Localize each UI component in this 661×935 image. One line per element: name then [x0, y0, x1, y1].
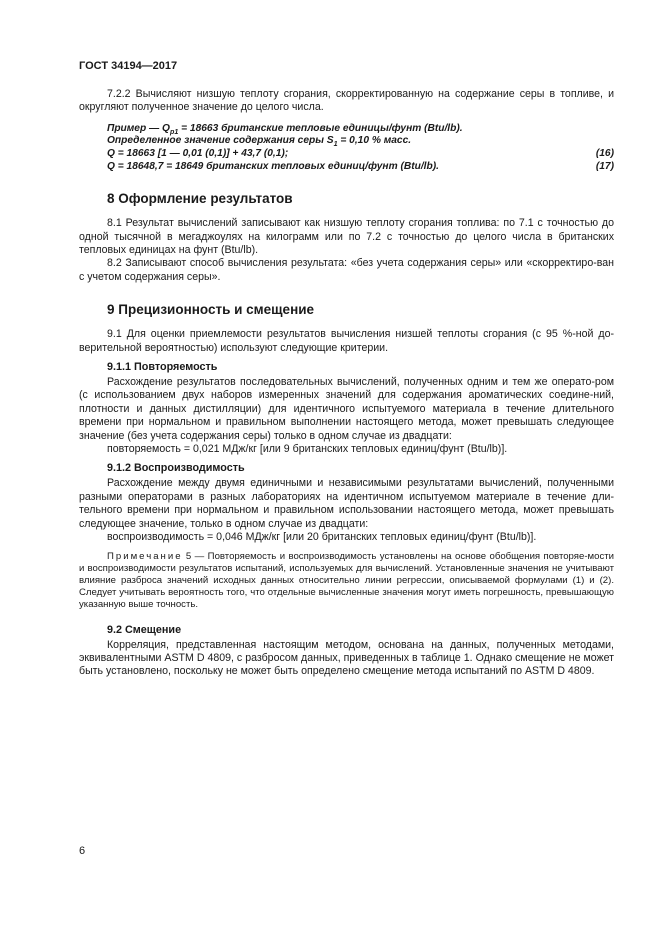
formula-number-16: (16) [595, 148, 614, 159]
page-number: 6 [79, 845, 86, 857]
formula-16: Q = 18663 [1 — 0,01 (0,1)] + 43,7 (0,1); (16) [107, 148, 614, 159]
clause-8-2: 8.2 Записывают способ вычисления результата: «без учета содержания серы» или «скорректиро-ван с учетом содержания серы». [79, 257, 614, 283]
example-line-1: Пример — $Q_{p1} = 18663$ британские тепловые единицы/фунт (Btu/lb). [107, 122, 463, 136]
section-8-title: 8 Оформление результатов [107, 191, 293, 207]
example-block [79, 123, 614, 173]
note-text: 5 — Повторяемость и воспроизводимость установлены на основе обобщения повторяе-мости и воспроизводимости результатов испытаний, используемых для вычислений. Установленные значения не учитывают влияние разброса значений исходных данных относительно линии регрессии, описываемой формулами (1) и (2). Следует учитывать вероятность того, что отдельные вычисленные значения могут иметь погрешность, превышающую указанную выше точность. [79, 550, 614, 611]
formula-17: Q = 18648,7 = 18649 британских тепловых единиц/фунт (Btu/lb). (17) [107, 160, 614, 172]
reproducibility-value: воспроизводимость = 0,046 МДж/кг [или 20 британских тепловых единиц/фунт (Btu/lb)]. [107, 531, 537, 544]
document-body [79, 88, 614, 679]
clause-8-1: 8.1 Результат вычислений записывают как низшую теплоту сгорания топлива: по 7.1 с точностью до одной тысячной в мегаджоулях на килограмм или по 7.2 с точностью до целого числа в британских тепловых единицах на фунт (Btu/lb). [79, 217, 614, 256]
formula-number-17: (17) [595, 160, 614, 172]
clause-9-1-1-title: 9.1.1 Повторяемость [107, 361, 218, 374]
clause-9-1: 9.1 Для оценки приемлемости результатов вычисления низшей теплоты сгорания (с 95 %-ной до-верительной вероятностью) используют следующие критерии. [79, 328, 614, 354]
repeatability-value: повторяемость = 0,021 МДж/кг [или 9 британских тепловых единиц/фунт (Btu/lb)]. [107, 443, 508, 456]
clause-9-1-2-text: Расхождение между двумя единичными и независимыми результатами вычислений, полученными разными операторами в разных лабораториях на идентичном испытуемом материале в течение дли-тельного времени при нормальном и правильном использовании настоящего метода, может превышать следующее значение, только в одном случае из двадцати: [79, 477, 614, 530]
clause-7-2-2: 7.2.2 Вычисляют низшую теплоту сгорания, скорректированную на содержание серы в топливе, и округляют полученное значение до целого числа. [79, 88, 614, 114]
document-id: ГОСТ 34194—2017 [79, 60, 178, 72]
clause-9-1-1-text: Расхождение результатов последовательных вычислений, полученных одним и тем же операто-ром (с использованием двух наборов измеренных значений для содержания ароматических соедине-ний, плотности и данных дистилляции) для идентичного испытуемого материала в течение длительного времени при нормальном и правильном выполнении настоящего метода, может превышать следующее значение (без учета содержания серы) только в одном случае из двадцати: [79, 376, 614, 442]
clause-9-2-title: 9.2 Смещение [107, 623, 182, 636]
clause-9-1-2-title: 9.1.2 Воспроизводимость [107, 462, 245, 475]
clause-9-2-text: Корреляция, представленная настоящим методом, основана на данных, полученных методами, эквивалентными ASTM D 4809, с разбросом данных, приведенных в таблице 1. Однако смещение не может быть установлено, поскольку не может быть определено смещение метода испытаний по ASTM D 4809. [79, 638, 614, 678]
section-9-title: 9 Прецизионность и смещение [107, 302, 315, 318]
example-line-2: Определенное значение содержания серы $S_1 = 0,10$ % масс. [107, 135, 412, 149]
note-5 [79, 551, 614, 612]
note-label: Примечание [107, 550, 183, 562]
